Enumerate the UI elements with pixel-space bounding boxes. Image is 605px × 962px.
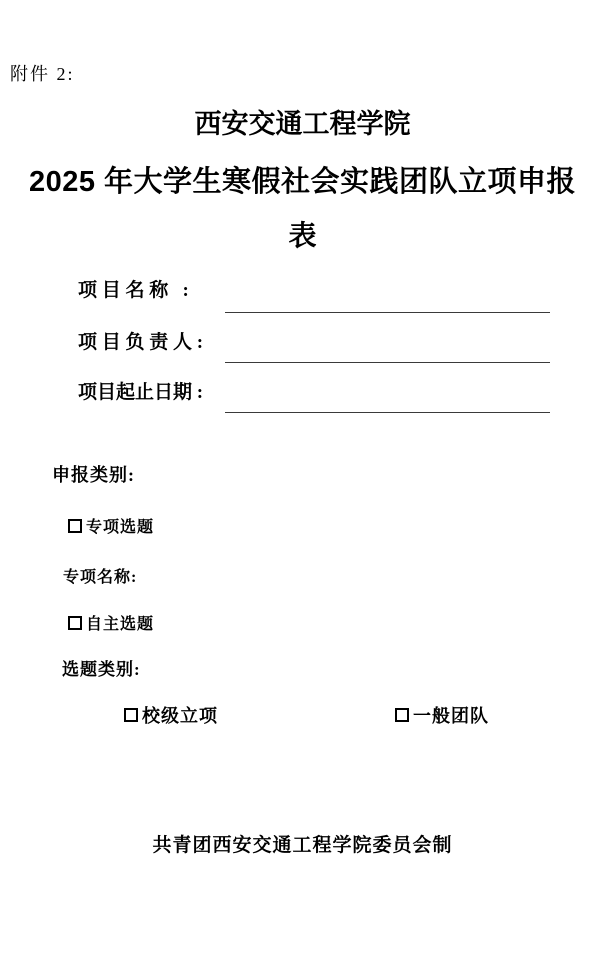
- project-dates-blank[interactable]: [225, 399, 550, 413]
- school-level-checkbox-icon[interactable]: [124, 708, 138, 722]
- topic-category-label: 选题类别:: [62, 660, 141, 679]
- special-topic-label: 专项选题: [86, 519, 155, 536]
- general-team-label: 一般团队: [413, 706, 489, 726]
- project-dates-label: 项目起止日期 :: [78, 382, 204, 403]
- project-name-blank[interactable]: [225, 299, 550, 313]
- project-leader-label: 项 目 负 责 人 :: [78, 332, 204, 353]
- self-topic-option[interactable]: [68, 611, 154, 634]
- application-category-heading: 申报类别:: [52, 465, 135, 485]
- project-leader-blank[interactable]: [225, 349, 550, 363]
- attachment-label: 附件 2:: [10, 64, 75, 84]
- footer-imprint: 共青团西安交通工程学院委员会制: [152, 835, 453, 856]
- self-topic-label: 自主选题: [86, 616, 155, 633]
- school-title: 西安交通工程学院: [194, 109, 411, 139]
- special-name-label: 专项名称:: [63, 569, 138, 586]
- school-level-option[interactable]: [124, 702, 218, 728]
- school-level-label: 校级立项: [142, 706, 218, 726]
- special-topic-checkbox-icon[interactable]: [68, 519, 82, 533]
- project-name-label: 项 目 名 称 :: [78, 280, 189, 301]
- general-team-option[interactable]: [395, 702, 489, 728]
- form-title: 2025 年大学生寒假社会实践团队立项申报: [28, 166, 577, 198]
- special-topic-option[interactable]: [68, 514, 154, 537]
- form-title-suffix: 表: [288, 220, 317, 251]
- self-topic-checkbox-icon[interactable]: [68, 616, 82, 630]
- general-team-checkbox-icon[interactable]: [395, 708, 409, 722]
